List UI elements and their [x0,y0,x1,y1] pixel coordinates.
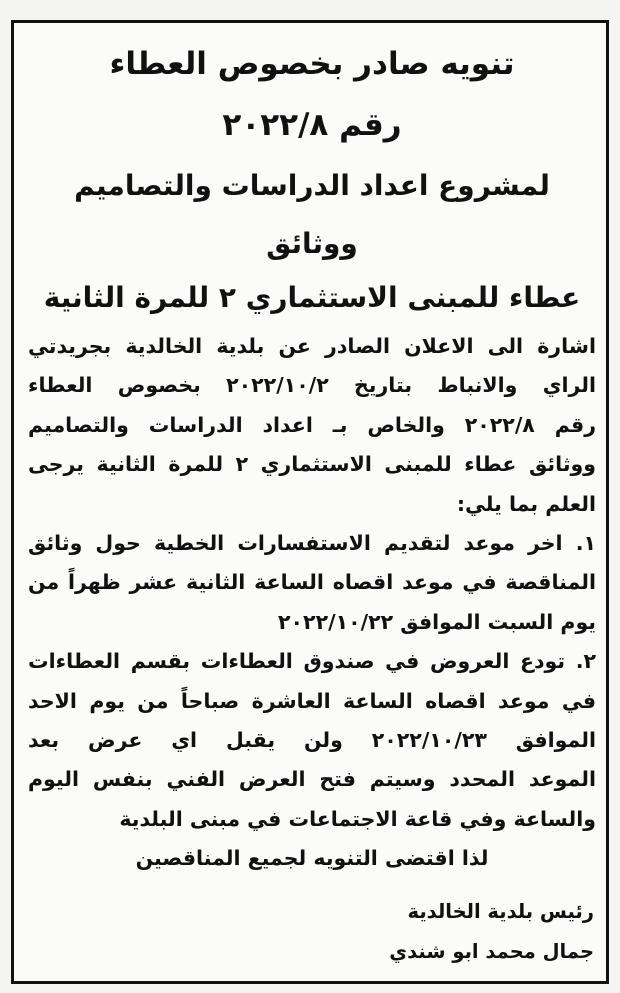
signature-block [28,892,596,972]
intro-line: ووثائق عطاء للمبنى الاستثماري ٢ للمرة الثانية يرجى [28,452,597,477]
item-2-line: ٢. تودع العروض في صندوق العطاءات بقسم العطاءات [28,649,596,674]
notice-subject-line-1: لمشروع اعداد الدراسات والتصاميم ووثائق [74,169,550,260]
notice-number: رقم ٢٠٢٢/٨ [222,107,402,143]
intro-line: العلم بما يلي: [456,491,596,516]
item-1-line: ١. اخر موعد لتقديم الاستفسارات الخطية حول وثائق [28,531,596,556]
item-2-line: الموعد المحدد وسيتم فتح العرض الفني بنفس اليوم [28,767,596,792]
intro-line: اشارة الى الاعلان الصادر عن بلدية الخالدية بجريدتي [28,334,596,358]
intro-line: رقم ٢٠٢٢/٨ والخاص بـ اعداد الدراسات والتصاميم [28,412,597,437]
notice-title: تنويه صادر بخصوص العطاء [109,46,515,82]
item-1-line: المناقصة في موعد اقصاه الساعة الثانية عشر ظهراً من [28,570,596,595]
item-1-line: يوم السبت الموافق ٢٠٢٢/١٠/٢٢ [278,609,596,634]
item-2-line: في موعد اقصاه الساعة العاشرة صباحاً من يوم الاحد [28,688,596,713]
intro-line: الراي والانباط بتاريخ ٢٠٢٢/١٠/٢ بخصوص العطاء [28,373,596,398]
item-2-line: والساعة وفي قاعة الاجتماعات في مبنى البلدية [119,806,596,831]
notice-closing: لذا اقتضى التنويه لجميع المناقصين [135,846,489,871]
notice-subject-line-2: عطاء للمبنى الاستثماري ٢ للمرة الثانية [43,281,581,314]
signatory-title: رئيس بلدية الخالدية [407,900,594,924]
notice-content [14,23,606,972]
notice-body [28,327,596,839]
item-2-line: الموافق ٢٠٢٢/١٠/٢٣ ولن يقبل اي عرض بعد [28,728,596,753]
signatory-name: جمال محمد ابو شندي [389,940,594,964]
notice-frame [11,20,609,984]
